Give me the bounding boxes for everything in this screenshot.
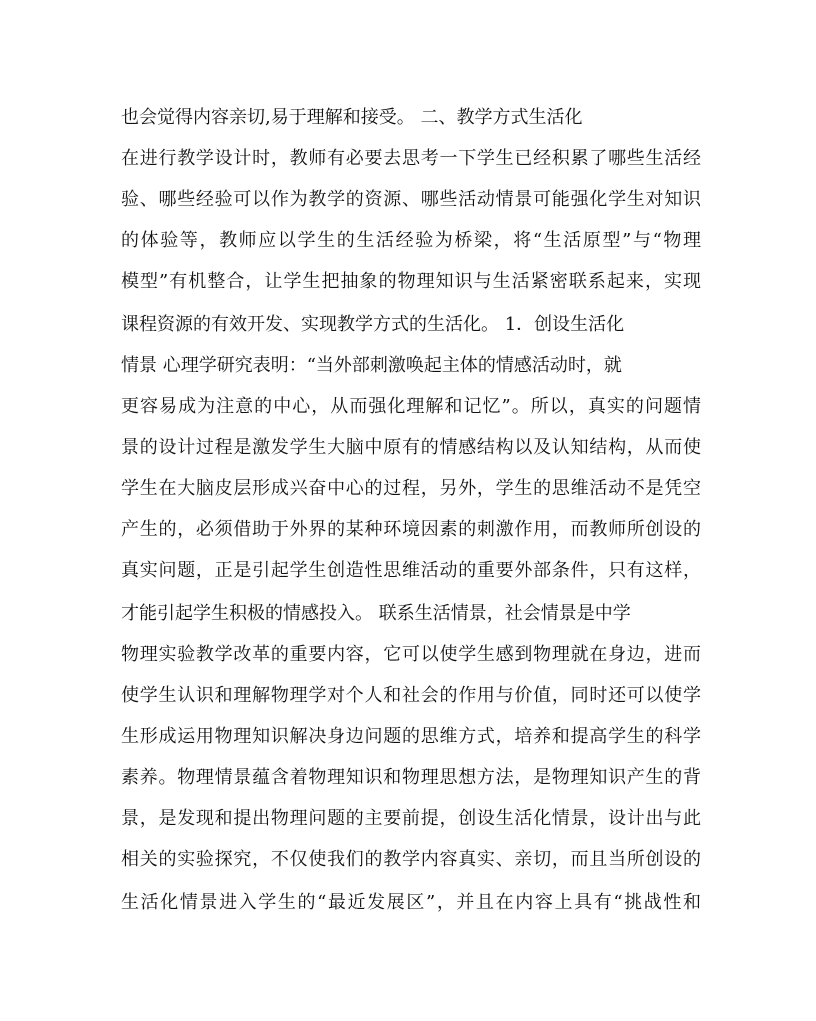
text-line: 也会觉得内容亲切,易于理解和接受。 二、教学方式生活化: [121, 107, 583, 128]
text-line: 生活化情景进入学生的“最近发展区”，并且在内容上具有“挑战性和: [121, 892, 701, 913]
text-line: 模型”有机整合，让学生把抽象的物理知识与生活紧密联系起来，实现: [121, 271, 701, 292]
text-line: 生形成运用物理知识解决身边问题的思维方式，培养和提高学生的科学: [121, 726, 701, 747]
text-line: 产生的，必须借助于外界的某种环境因素的刺激作用，而教师所创设的: [121, 519, 701, 540]
text-line: 景，是发现和提出物理问题的主要前提，创设生活化情景，设计出与此: [121, 808, 701, 829]
text-line: 课程资源的有效开发、实现教学方式的生活化。 1．创设生活化: [121, 314, 625, 335]
text-line: 物理实验教学改革的重要内容，它可以使学生感到物理就在身边，进而: [121, 644, 701, 665]
text-line: 情景 心理学研究表明：“当外部刺激唤起主体的情感活动时，就: [121, 355, 622, 376]
text-line: 的体验等，教师应以学生的生活经验为桥梁，将“生活原型”与“物理: [121, 230, 701, 251]
text-line: 使学生认识和理解物理学对个人和社会的作用与价值，同时还可以使学: [121, 685, 701, 706]
text-line: 才能引起学生积极的情感投入。 联系生活情景，社会情景是中学: [121, 603, 631, 624]
text-line: 景的设计过程是激发学生大脑中原有的情感结构以及认知结构，从而使: [121, 437, 701, 458]
text-line: 更容易成为注意的中心，从而强化理解和记忆”。所以，真实的问题情: [121, 396, 701, 417]
text-line: 真实问题，正是引起学生创造性思维活动的重要外部条件，只有这样，: [121, 560, 701, 581]
text-line: 相关的实验探究，不仅使我们的教学内容真实、亲切，而且当所创设的: [121, 849, 701, 870]
text-line: 学生在大脑皮层形成兴奋中心的过程，另外，学生的思维活动不是凭空: [121, 478, 701, 499]
text-line: 验、哪些经验可以作为教学的资源、哪些活动情景可能强化学生对知识: [121, 189, 701, 210]
text-line: 在进行教学设计时，教师有必要去思考一下学生已经积累了哪些生活经: [121, 148, 701, 169]
text-line: 素养。物理情景蕴含着物理知识和物理思想方法，是物理知识产生的背: [121, 767, 701, 788]
